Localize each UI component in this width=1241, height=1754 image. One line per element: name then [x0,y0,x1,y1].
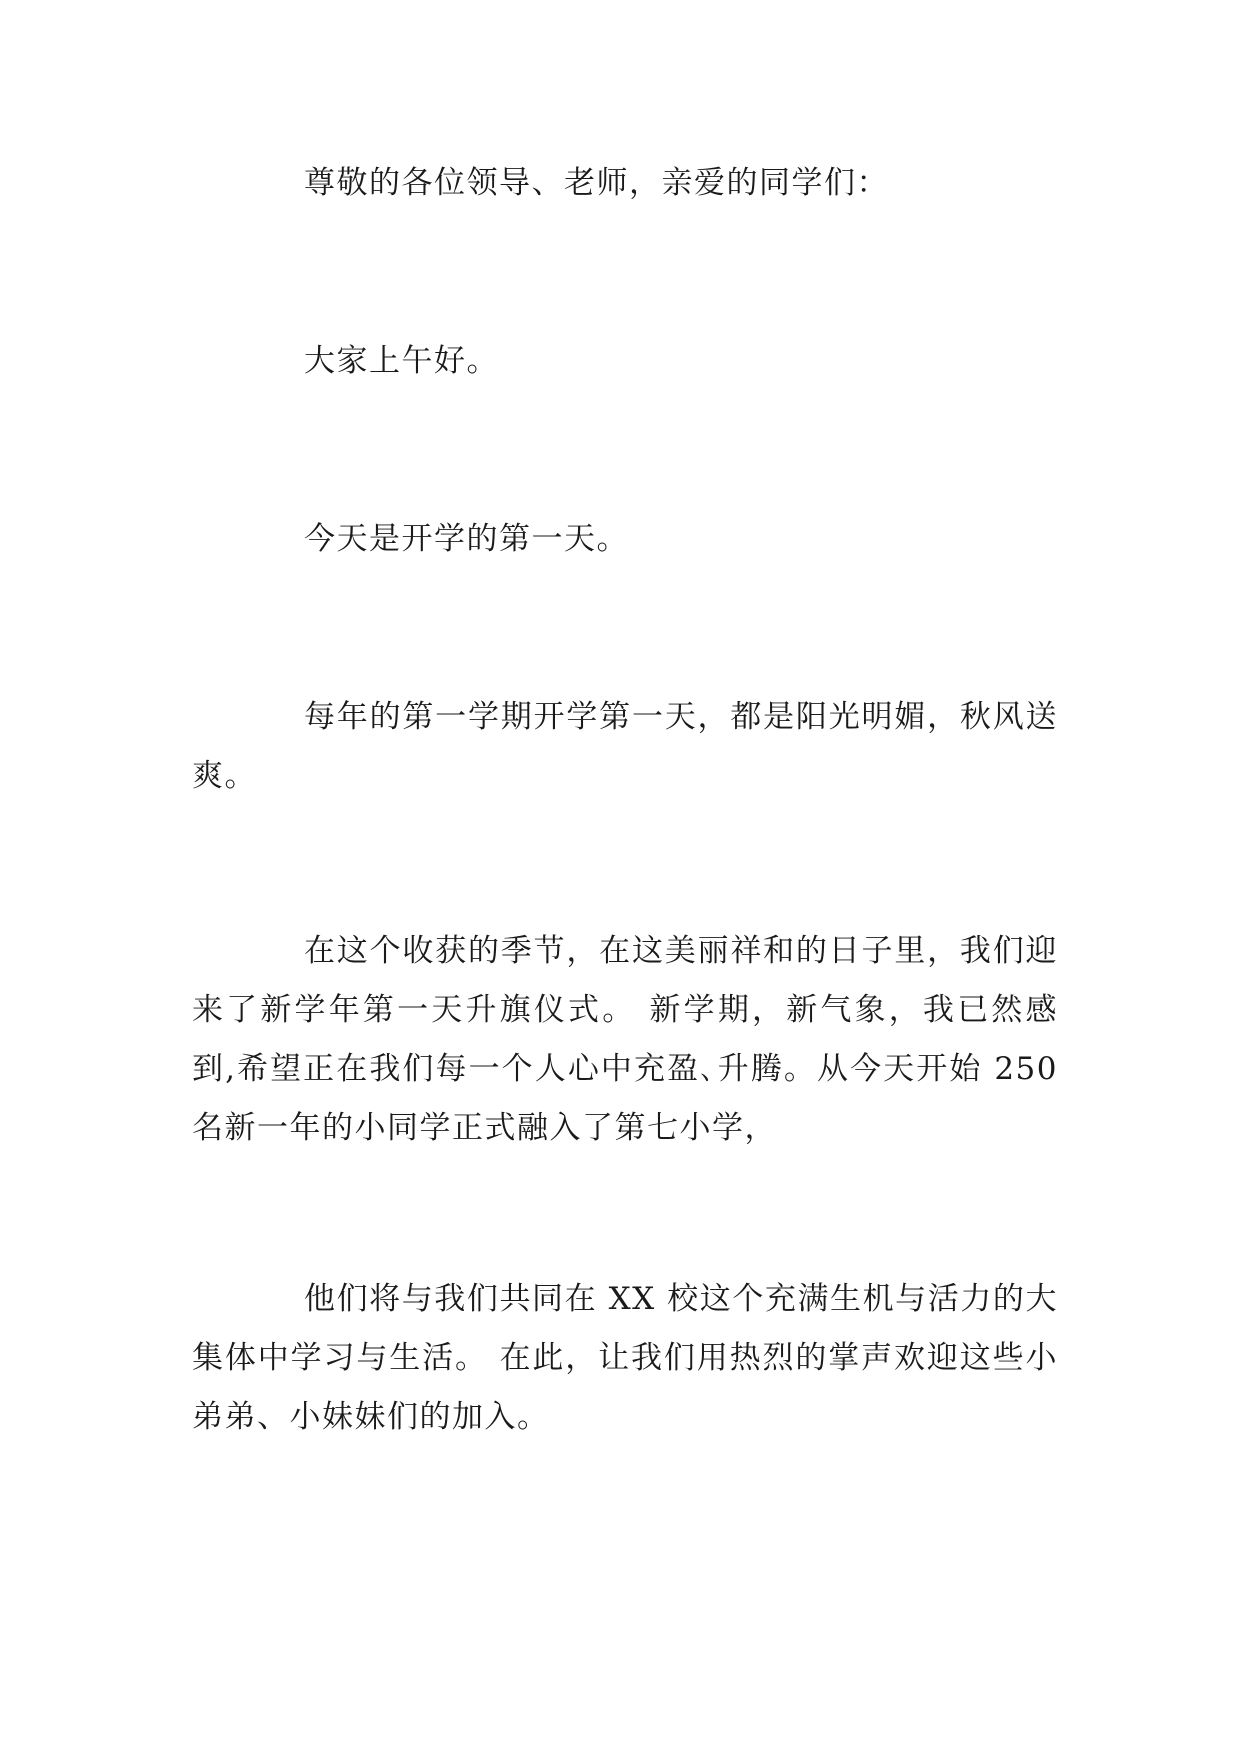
paragraph-first-day: 今天是开学的第一天。 [304,521,629,557]
paragraph-flag-ceremony: 在这个收获的季节，在这美丽祥和的日子里，我们迎来了新学年第一天升旗仪式。 新学期，新气象，我已然感到,希望正在我们每一个人心中充盈､升腾。从今天开始 250 名新一年的小同学正式融入了第七小学， [192,933,1058,1146]
paragraph-weather: 每年的第一学期开学第一天，都是阳光明媚，秋风送爽。 [192,699,1058,794]
paragraph-welcome: 他们将与我们共同在 XX 校这个充满生机与活力的大集体中学习与生活。 在此，让我们用热烈的掌声欢迎这些小弟弟、小妹妹们的加入。 [192,1281,1058,1435]
paragraph-good-morning: 大家上午好。 [304,343,499,379]
greeting-paragraph: 尊敬的各位领导、老师，亲爱的同学们： [304,165,889,201]
